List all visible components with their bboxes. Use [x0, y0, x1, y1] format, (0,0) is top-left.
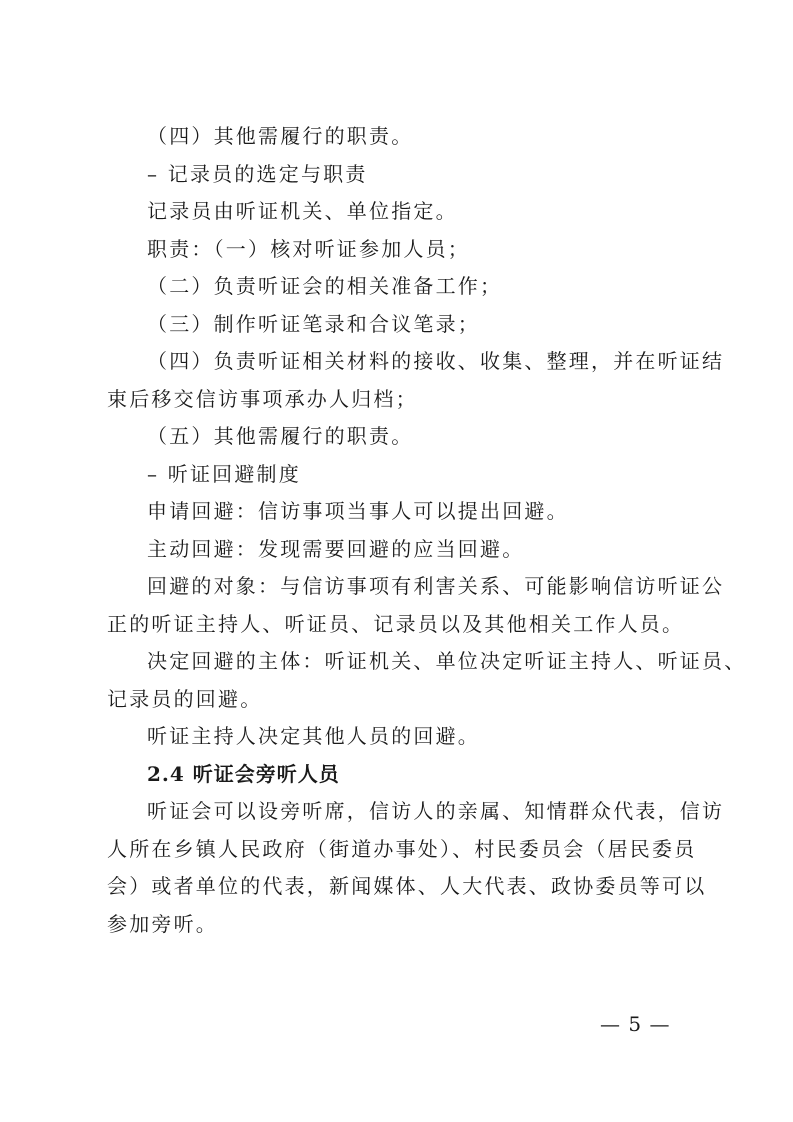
text-line: 听证会可以设旁听席，信访人的亲属、知情群众代表，信访: [147, 799, 725, 823]
text-line: 参加旁听。: [107, 911, 218, 936]
text-line: （四）其他需履行的职责。: [147, 124, 414, 148]
text-line: 束后移交信访事项承办人归档；: [107, 386, 418, 411]
page-number: — 5 —: [600, 1012, 671, 1036]
text-line: 记录员的回避。: [107, 686, 263, 711]
text-line: 职责：（一）核对听证参加人员；: [147, 236, 470, 261]
section-title-recorder: – 记录员的选定与职责: [147, 161, 368, 186]
section-title-recusal: – 听证回避制度: [147, 461, 301, 486]
text-line: 听证主持人决定其他人员的回避。: [147, 724, 480, 748]
text-line: 申请回避：信访事项当事人可以提出回避。: [147, 499, 569, 523]
text-line: 决定回避的主体：听证机关、单位决定听证主持人、听证员、: [147, 649, 747, 673]
text-line: （三）制作听证笔录和合议笔录；: [147, 311, 480, 336]
text-line: 记录员由听证机关、单位指定。: [147, 199, 458, 223]
text-line: 正的听证主持人、听证员、记录员以及其他相关工作人员。: [107, 611, 685, 636]
section-heading-2-4: 2.4 听证会旁听人员: [147, 761, 340, 786]
text-line: 回避的对象：与信访事项有利害关系、可能影响信访听证公: [147, 574, 725, 598]
text-line: （四）负责听证相关材料的接收、收集、整理，并在听证结: [147, 349, 725, 373]
document-body: [107, 118, 747, 943]
text-line: （二）负责听证会的相关准备工作；: [147, 274, 503, 298]
text-line: 会）或者单位的代表，新闻媒体、人大代表、政协委员等可以: [107, 874, 707, 898]
text-line: （五）其他需履行的职责。: [147, 424, 414, 448]
text-line: 人所在乡镇人民政府（街道办事处）、村民委员会（居民委员: [107, 836, 697, 861]
text-line: 主动回避：发现需要回避的应当回避。: [147, 536, 525, 561]
